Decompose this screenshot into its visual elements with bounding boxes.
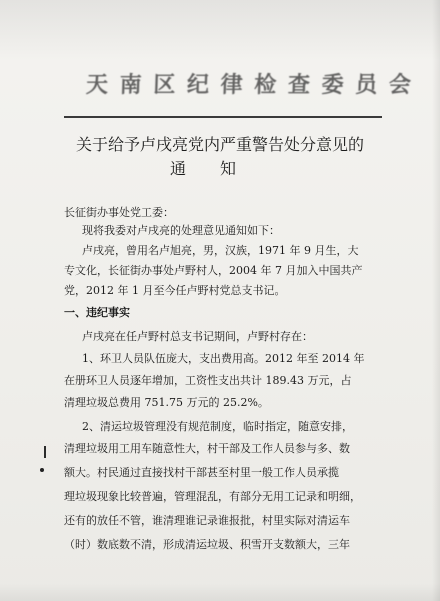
margin-mark: [40, 468, 44, 472]
item-line: 2、清运垃圾管理没有规范制度，临时指定，随意安排，: [82, 420, 353, 433]
item-line: 理垃圾现象比较普遍，管理混乱，有部分无用工记录和明细，: [64, 490, 361, 503]
scan-shadow: [0, 0, 440, 60]
intro-paragraph: 现将我委对卢戌亮的处理意见通知如下：: [82, 224, 280, 237]
item-line: 1、环卫人员队伍庞大，支出费用高。2012 年至 2014 年: [82, 352, 365, 365]
scan-edge: [432, 0, 440, 601]
paragraph: 卢戌亮在任卢野村总支书记期间，卢野村存在：: [82, 330, 313, 343]
bio-line: 专文化，长征街办事处卢野村人，2004 年 7 月加入中国共产: [64, 264, 363, 277]
bio-line: 卢戌亮，曾用名卢旭亮，男，汉族，1971 年 9 月生，大: [82, 244, 359, 257]
header-divider: [64, 116, 382, 118]
document-title-notice: 通知: [169, 159, 270, 178]
committee-header: 天 南 区 纪 律 检 查 委 员 会: [85, 72, 414, 98]
item-line: （时）数底数不清，形成清运垃圾、积雪开支数额大，三年: [64, 538, 350, 551]
bio-line: 党，2012 年 1 月至今任卢野村党总支书记。: [64, 284, 286, 297]
item-line: 清理垃圾用工用车随意性大，村干部及工作人员参与多、数: [64, 442, 350, 455]
document-title: 关于给予卢戌亮党内严重警告处分意见的: [75, 135, 364, 154]
margin-mark: [44, 446, 46, 458]
item-line: 在册环卫人员逐年增加，工资性支出共计 189.43 万元，占: [64, 374, 352, 387]
item-line: 还有的放任不管，谁清理谁记录谁报批，村里实际对清运车: [64, 514, 350, 527]
section-heading: 一、违纪事实: [64, 306, 130, 319]
item-line: 额大。村民通过直接找村干部甚至村里一般工作人员承揽: [64, 466, 339, 479]
scan-edge: [0, 583, 440, 601]
item-line: 清理垃圾总费用 751.75 万元的 25.2%。: [64, 396, 269, 409]
recipient-line: 长征街办事处党工委：: [64, 206, 174, 219]
